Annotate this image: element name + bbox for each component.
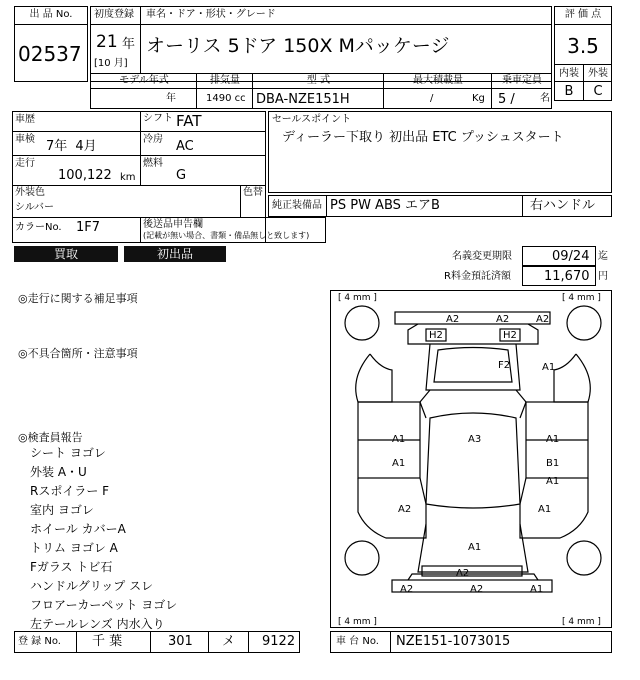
- equipment-label: 純正装備品: [272, 200, 322, 211]
- inspector-report-title: ◎検査員報告: [18, 431, 83, 444]
- lot-number: 02537: [18, 42, 82, 66]
- type-value: DBA-NZE151H: [256, 92, 350, 107]
- registration-year: 21: [96, 32, 118, 52]
- shift-value: FAT: [176, 112, 202, 130]
- name-change-label: 名義変更期限: [452, 251, 512, 262]
- tire-depth-tag: [ 4 mm ]: [338, 617, 377, 627]
- max-load-unit: Kg: [472, 93, 485, 104]
- inspector-item: ホイール カバーA: [30, 522, 126, 536]
- inspector-item: Rスポイラー F: [30, 484, 110, 498]
- shift-label: シフト: [143, 113, 173, 124]
- mileage-value: 100,122: [58, 168, 112, 183]
- displacement-header: 排気量: [210, 75, 240, 86]
- history-label: 車歴: [15, 114, 35, 125]
- name-change-unit: 迄: [598, 251, 608, 262]
- driving-notes-title: ◎走行に関する補足事項: [18, 292, 138, 305]
- damage-mark: A1: [538, 504, 552, 515]
- inspector-item: 外装 A・U: [30, 465, 87, 479]
- ac-label: 冷房: [143, 134, 163, 145]
- purchase-tag: 買取: [14, 246, 118, 262]
- inspector-item: 室内 ヨゴレ: [30, 503, 94, 517]
- capacity-header: 乗車定員: [502, 75, 542, 86]
- recycle-fee-value: 11,670: [544, 269, 590, 284]
- tire-depth-tag: [ 4 mm ]: [338, 293, 377, 303]
- model-year-unit: 年: [166, 93, 176, 104]
- exterior-grade-label: 外装: [588, 68, 608, 79]
- damage-mark: A2: [398, 504, 412, 515]
- aftermarket-box: [140, 217, 326, 243]
- name-change-value: 09/24: [552, 249, 590, 264]
- damage-mark: A1: [546, 476, 560, 487]
- ac-value: AC: [176, 139, 194, 154]
- sales-point-label: セールスポイント: [272, 114, 352, 125]
- exterior-grade: C: [593, 84, 603, 99]
- max-load-header: 最大積載量: [413, 75, 463, 86]
- aftermarket-note: (記載が無い場合、書類・備品無しと致します): [143, 231, 310, 240]
- damage-mark: F2: [498, 360, 511, 371]
- max-load-value: /: [430, 93, 434, 104]
- damage-mark: A1: [546, 434, 560, 445]
- steering-value: 右ハンドル: [530, 198, 596, 213]
- sales-point-text: ディーラー下取り 初出品 ETC プッシュスタート: [282, 130, 564, 145]
- defects-notes-title: ◎不具合箇所・注意事項: [18, 347, 138, 360]
- capacity-value: 5 /: [498, 92, 515, 107]
- damage-mark: A2: [536, 314, 550, 325]
- aftermarket-label: 後送品申告欄: [143, 219, 203, 230]
- type-header: 型 式: [306, 75, 331, 86]
- exterior-color-value: シルバー: [15, 202, 55, 213]
- inspector-item: Fガラス トビ石: [30, 560, 113, 574]
- interior-grade: B: [564, 84, 574, 99]
- recycle-fee-unit: 円: [598, 271, 608, 282]
- damage-mark: H2: [429, 330, 443, 341]
- car-outline-svg: [330, 290, 612, 628]
- car-name-label: 車名・ドア・形状・グレード: [146, 9, 276, 20]
- chassis-number: NZE151-1073015: [396, 634, 511, 649]
- interior-grade-label: 内装: [559, 68, 579, 79]
- recycle-fee-label: R料金預託済額: [444, 271, 511, 282]
- color-number-value: 1F7: [76, 220, 101, 235]
- mileage-label: 走行: [15, 158, 35, 169]
- year-unit: 年: [122, 37, 136, 52]
- damage-mark: A2: [496, 314, 510, 325]
- damage-mark: H2: [503, 330, 517, 341]
- car-name: オーリス 5ドア 150X Mパッケージ: [146, 35, 450, 57]
- registration-month: [10 月]: [94, 58, 128, 69]
- registration-label: 登 録 No.: [18, 636, 61, 647]
- registration-number: 9122: [262, 634, 296, 649]
- displacement-value: 1490 cc: [206, 93, 246, 104]
- first-listing-tag: 初出品: [124, 246, 226, 262]
- damage-mark: A1: [468, 542, 482, 553]
- rating-score: 3.5: [567, 34, 599, 58]
- registration-area: 千 葉: [92, 634, 123, 649]
- mileage-unit: km: [120, 172, 136, 183]
- equipment-value: PS PW ABS エアB: [330, 198, 440, 213]
- first-registration-label: 初度登録: [94, 9, 134, 20]
- inspector-item: シート ヨゴレ: [30, 446, 106, 460]
- chassis-label: 車 台 No.: [336, 636, 379, 647]
- damage-mark: A3: [468, 434, 482, 445]
- damage-mark: A2: [400, 584, 414, 595]
- inspection-label: 車検: [15, 134, 35, 145]
- damage-mark: A1: [392, 458, 406, 469]
- inspection-value: 7年 4月: [46, 139, 97, 154]
- damage-mark: B1: [546, 458, 560, 469]
- damage-mark: A2: [456, 568, 470, 579]
- fuel-label: 燃料: [143, 158, 163, 169]
- color-change-label: 色替: [243, 187, 263, 198]
- exterior-color-label: 外装色: [15, 187, 45, 198]
- damage-mark: A1: [392, 434, 406, 445]
- lot-label: 出 品 No.: [29, 9, 73, 20]
- tire-depth-tag: [ 4 mm ]: [562, 293, 601, 303]
- damage-mark: A2: [470, 584, 484, 595]
- inspector-item: フロアーカーペット ヨゴレ: [30, 598, 178, 612]
- inspector-item: 左テールレンズ 内水入り: [30, 617, 165, 631]
- registration-class: 301: [168, 634, 193, 649]
- color-number-label: カラーNo.: [15, 222, 62, 233]
- inspector-item: トリム ヨゴレ A: [30, 541, 118, 555]
- fuel-value: G: [176, 168, 187, 183]
- damage-mark: A2: [446, 314, 460, 325]
- damage-mark: A1: [542, 362, 556, 373]
- damage-mark: A1: [530, 584, 544, 595]
- inspector-item: ハンドルグリップ スレ: [30, 579, 154, 593]
- model-year-header: モデル年式: [119, 75, 169, 86]
- capacity-unit: 名: [540, 93, 550, 104]
- tire-depth-tag: [ 4 mm ]: [562, 617, 601, 627]
- registration-kana: メ: [222, 634, 236, 649]
- rating-label: 評 価 点: [564, 9, 602, 20]
